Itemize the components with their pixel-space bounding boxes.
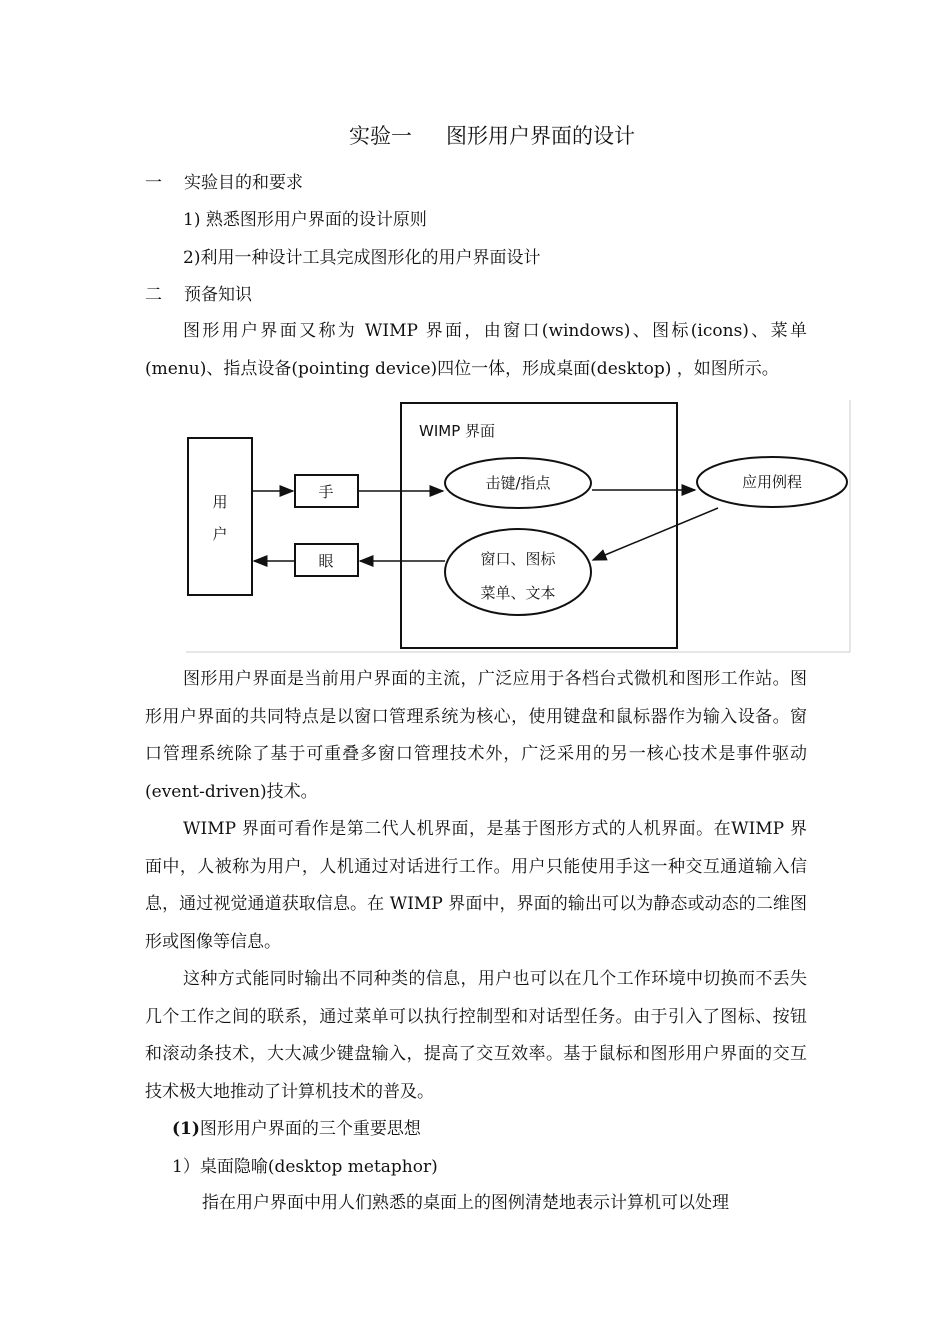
subheading-number: (1) [172,1119,200,1139]
paragraph-1: 图形用户界面是当前用户界面的主流，广泛应用于各档台式微机和图形工作站。图形用户界面的共同特点是以窗口管理系统为核心，使用键盘和鼠标器作为输入设备。窗口管理系统除了基于可重叠多窗口管理技术外，广泛采用的另一核心技术是事件驱动(event-driven)技术。 [145,669,807,802]
menu-text-label: 菜单、文本 [480,584,556,602]
user-label-2: 户 [212,525,228,543]
subheading-text: 图形用户界面的三个重要思想 [199,1119,421,1139]
eye-label: 眼 [318,552,334,570]
wimp-diagram [180,396,855,656]
paragraph-2: WIMP 界面可看作是第二代人机界面，是基于图形方式的人机界面。在WIMP 界面中，人被称为用户，人机通过对话进行工作。用户只能使用手这一种交互通道输入信息，通过视觉通道获取信息。在 WIMP 界面中，界面的输出可以为静态或动态的二维图形或图像等信息。 [145,819,807,952]
arrow-app-to-output [593,508,718,560]
window-icon-label: 窗口、图标 [480,550,556,568]
paragraph-3: 这种方式能同时输出不同种类的信息，用户也可以在几个工作环境中切换而不丢失几个工作之间的联系，通过菜单可以执行控制型和对话型任务。由于引入了图标、按钮和滚动条技术，大大减少键盘输入，提高了交互效率。基于鼠标和图形用户界面的交互技术极大地推动了计算机技术的普及。 [145,969,807,1102]
output-ellipse [445,529,591,615]
item-desktop-metaphor: 1）桌面隐喻(desktop metaphor) [172,1157,438,1177]
section1-title: 实验目的和要求 [184,173,303,193]
page-title [0,120,950,150]
user-label-1: 用 [212,493,228,511]
wimp-label: WIMP 界面 [419,422,496,440]
user-box [188,438,252,595]
title-part2: 图形用户界面的设计 [446,124,635,148]
last-line: 指在用户界面中用人们熟悉的桌面上的图例清楚地表示计算机可以处理 [202,1193,729,1213]
title-part1: 实验一 [349,124,412,148]
subheading-three-ideas [172,1116,421,1142]
intro-paragraph: 图形用户界面又称为 WIMP 界面，由窗口(windows)、图标(icons)、菜单(menu)、指点设备(pointing device)四位一体，形成桌面(desktop) ，如图所示。 [145,321,807,379]
section1-item-1: 1) 熟悉图形用户界面的设计原则 [183,210,427,230]
keystroke-label: 击键/指点 [485,474,551,492]
section2-heading [145,282,252,308]
section2-number: 二 [145,285,162,305]
hand-label: 手 [318,483,334,501]
section1-item-2: 2)利用一种设计工具完成图形化的用户界面设计 [183,248,541,268]
app-routine-label: 应用例程 [741,473,803,491]
section1-number: 一 [145,173,162,193]
section1-heading [145,170,303,196]
section2-title: 预备知识 [184,285,252,305]
